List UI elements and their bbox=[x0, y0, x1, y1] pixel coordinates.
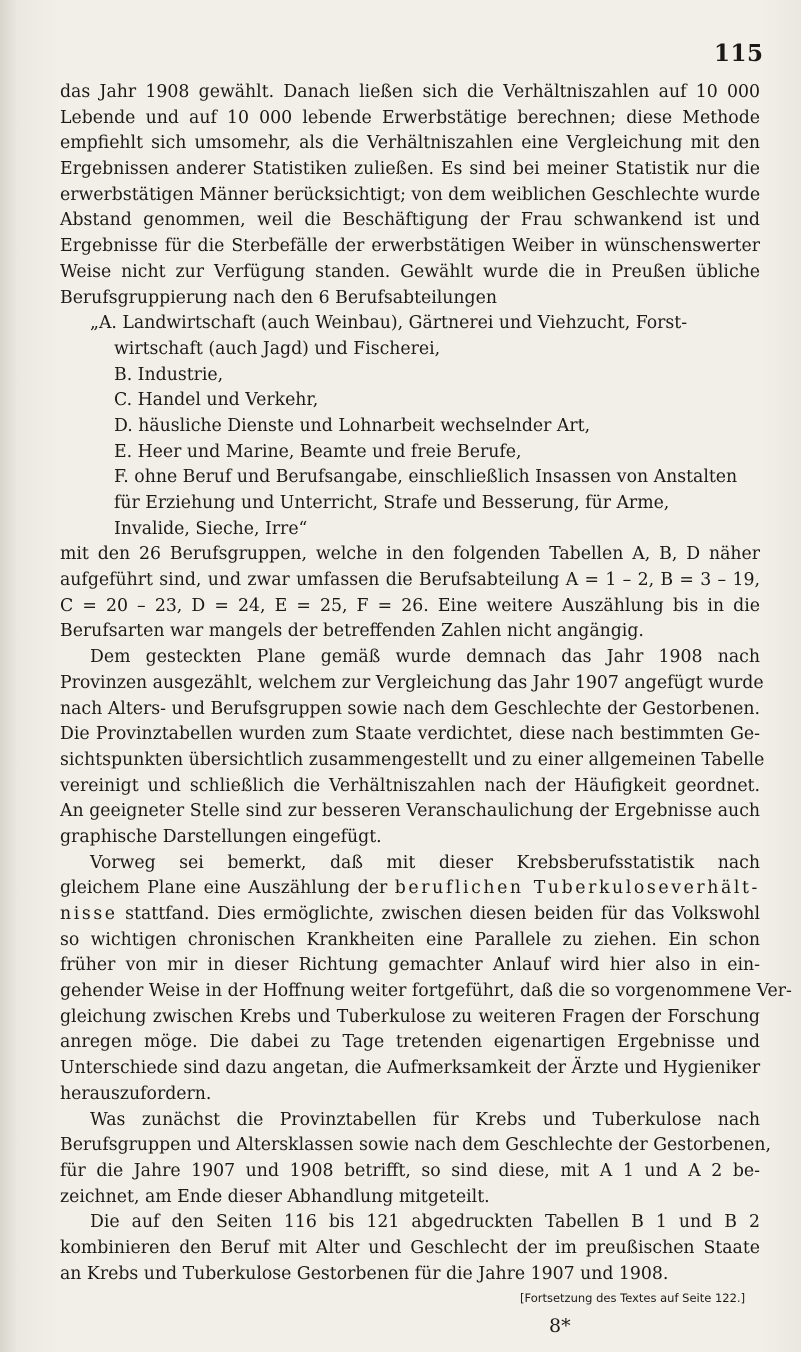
text-line: Weise nicht zur Verfügung standen. Gewählt wurde die in Preußen übliche bbox=[60, 261, 760, 282]
text-line: empfiehlt sich umsomehr, als die Verhältniszahlen eine Vergleichung mit den bbox=[60, 133, 760, 154]
text-line: gleichung zwischen Krebs und Tuberkulose zu weiteren Fragen der Forschung bbox=[60, 1006, 760, 1027]
text-line: aufgeführt sind, und zwar umfassen die Berufsabteilung A = 1 – 2, B = 3 – 19, bbox=[60, 570, 760, 591]
text-line: Ergebnisse für die Sterbefälle der erwerbstätigen Weiber in wünschenswerter bbox=[60, 236, 760, 257]
text-line: Invalide, Sieche, Irre“ bbox=[114, 518, 308, 539]
text-line: Provinzen ausgezählt, welchem zur Vergleichung das Jahr 1907 angefügt wurde bbox=[60, 672, 764, 693]
text-line: graphische Darstellungen eingefügt. bbox=[60, 826, 382, 847]
text-line: Die Provinztabellen wurden zum Staate verdichtet, diese nach bestimmten Ge- bbox=[60, 724, 760, 745]
text-line: „A. Landwirtschaft (auch Weinbau), Gärtnerei und Viehzucht, Forst- bbox=[90, 313, 688, 334]
text-line: B. Industrie, bbox=[114, 364, 224, 385]
text-line: so wichtigen chronischen Krankheiten eine Parallele zu ziehen. Ein schon bbox=[60, 929, 760, 950]
text-line: D. häusliche Dienste und Lohnarbeit wechselnder Art, bbox=[114, 415, 591, 436]
continuation-note: [Fortsetzung des Textes auf Seite 122.] bbox=[520, 1291, 746, 1305]
text-line: herauszufordern. bbox=[60, 1083, 212, 1104]
text-line: Was zunächst die Provinztabellen für Krebs und Tuberkulose nach bbox=[90, 1109, 760, 1130]
text-line: Berufsgruppierung nach den 6 Berufsabteilungen bbox=[60, 287, 497, 308]
text-line: kombinieren den Beruf mit Alter und Geschlecht der im preußischen Staate bbox=[60, 1237, 760, 1258]
text-line: Die auf den Seiten 116 bis 121 abgedruckten Tabellen B 1 und B 2 bbox=[90, 1212, 760, 1233]
text-line: Berufsarten war mangels der betreffenden Zahlen nicht angängig. bbox=[60, 621, 644, 642]
text-line: das Jahr 1908 gewählt. Danach ließen sich die Verhältniszahlen auf 10 000 bbox=[60, 82, 760, 102]
text-line: an Krebs und Tuberkulose Gestorbenen für die Jahre 1907 und 1908. bbox=[60, 1263, 669, 1284]
text-line bbox=[60, 902, 760, 928]
text-line: An geeigneter Stelle sind zur besseren Veranschaulichung der Ergebnisse auch bbox=[60, 801, 760, 822]
text-line: wirtschaft (auch Jagd) und Fischerei, bbox=[114, 338, 441, 359]
text-line: C = 20 – 23, D = 24, E = 25, F = 26. Eine weitere Auszählung bis in die bbox=[60, 595, 760, 616]
text-line: Ergebnissen anderer Statistiken zuließen. Es sind bei meiner Statistik nur die bbox=[60, 159, 760, 180]
spaced-emphasis: nisse bbox=[60, 904, 118, 924]
body-text bbox=[60, 80, 792, 1287]
text-line: früher von mir in dieser Richtung gemachter Anlauf wird hier also in ein- bbox=[60, 955, 760, 976]
text-line: Lebende und auf 10 000 lebende Erwerbstätige berechnen; diese Methode bbox=[60, 107, 760, 128]
text-line: E. Heer und Marine, Beamte und freie Berufe, bbox=[114, 441, 522, 462]
text-line: Vorweg sei bemerkt, daß mit dieser Krebsberufsstatistik nach bbox=[90, 852, 760, 873]
text-line: C. Handel und Verkehr, bbox=[114, 390, 319, 411]
text-span: gleichem Plane eine Auszählung der bbox=[60, 878, 395, 899]
text-line: nach Alters- und Berufsgruppen sowie nach dem Geschlechte der Gestorbenen. bbox=[60, 698, 760, 719]
text-line: Abstand genommen, weil die Beschäftigung der Frau schwankend ist und bbox=[60, 210, 760, 231]
signature-mark: 8* bbox=[549, 1315, 571, 1337]
text-line: Dem gesteckten Plane gemäß wurde demnach das Jahr 1908 nach bbox=[90, 647, 760, 668]
text-line: gehender Weise in der Hoffnung weiter fortgeführt, daß die so vorgenommene Ver- bbox=[60, 981, 792, 1002]
text-line: zeichnet, am Ende dieser Abhandlung mitgeteilt. bbox=[60, 1186, 490, 1207]
text-line: für die Jahre 1907 und 1908 betrifft, so sind diese, mit A 1 und A 2 be- bbox=[60, 1160, 760, 1181]
text-line: Unterschiede sind dazu angetan, die Aufmerksamkeit der Ärzte und Hygieniker bbox=[60, 1058, 761, 1079]
text-line: vereinigt und schließlich die Verhältniszahlen nach der Häufigkeit geordnet. bbox=[60, 775, 760, 796]
text-line: anregen möge. Die dabei zu Tage tretenden eigenartigen Ergebnisse und bbox=[60, 1032, 760, 1053]
text-line: für Erziehung und Unterricht, Strafe und Besserung, für Arme, bbox=[114, 493, 670, 513]
text-line bbox=[60, 876, 760, 902]
text-line: F. ohne Beruf und Berufsangabe, einschließlich Insassen von Anstalten bbox=[114, 467, 738, 488]
text-line: Berufsgruppen und Altersklassen sowie nach dem Geschlechte der Gestorbenen, bbox=[60, 1135, 771, 1156]
spaced-emphasis: beruflichen Tuberkuloseverhält- bbox=[394, 878, 761, 899]
text-line: mit den 26 Berufsgruppen, welche in den folgenden Tabellen A, B, D näher bbox=[60, 544, 760, 565]
text-line: sichtspunkten übersichtlich zusammengestellt und zu einer allgemeinen Tabelle bbox=[60, 749, 765, 770]
text-line: erwerbstätigen Männer berücksichtigt; von dem weiblichen Geschlechte wurde bbox=[60, 184, 761, 205]
text-span: stattfand. Dies ermöglichte, zwischen diesen beiden für das Volkswohl bbox=[117, 904, 760, 924]
page-number: 115 bbox=[714, 40, 764, 67]
